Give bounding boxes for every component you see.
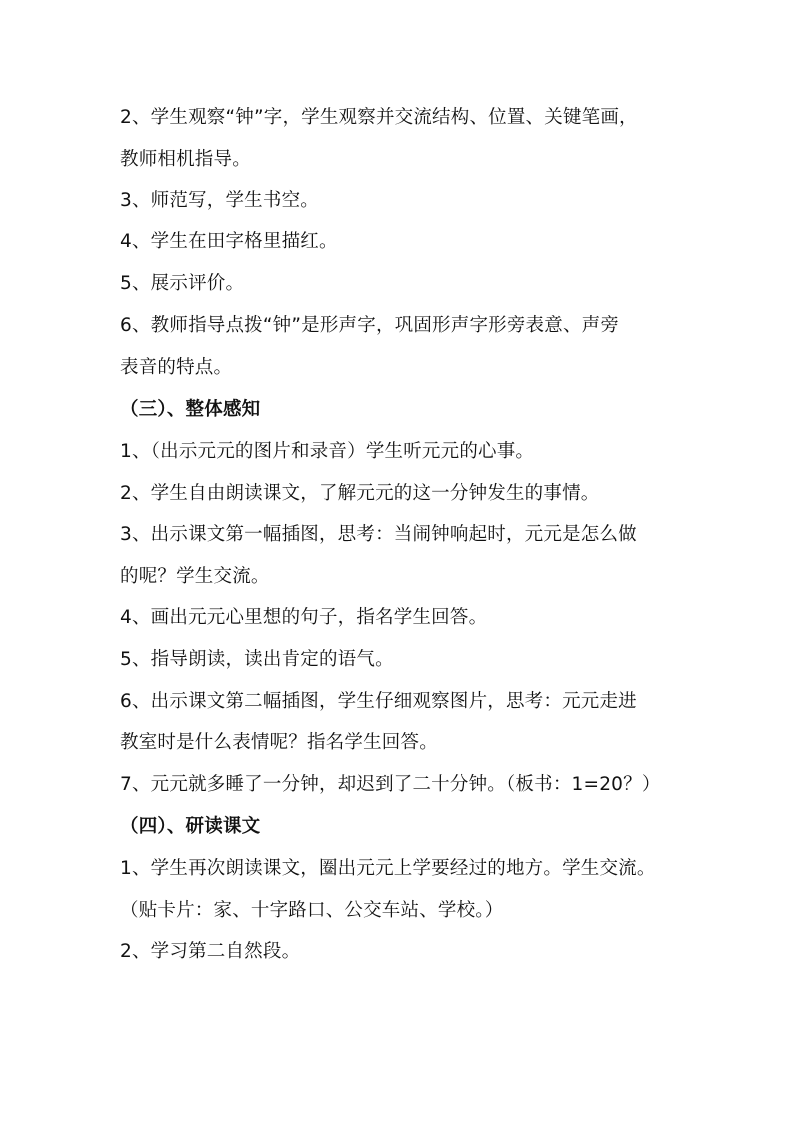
section-heading: （四）、研读课文 — [120, 816, 261, 837]
paragraph-line: 2、学生自由朗读课文，了解元元的这一分钟发生的事情。 — [120, 483, 600, 504]
paragraph-line: 表音的特点。 — [120, 357, 233, 378]
paragraph-line: 教师相机指导。 — [120, 149, 251, 170]
paragraph-line: 7、元元就多睡了一分钟，却迟到了二十分钟。（板书：1=20？） — [120, 774, 661, 795]
paragraph-line: 教室时是什么表情呢？指名学生回答。 — [120, 732, 438, 753]
paragraph-line: 2、学习第二自然段。 — [120, 941, 301, 962]
paragraph-line: 6、出示课文第二幅插图，学生仔细观察图片，思考：元元走进 — [120, 691, 637, 712]
paragraph-line: 1、（出示元元的图片和录音）学生听元元的心事。 — [120, 441, 535, 462]
paragraph-line: 的呢？学生交流。 — [120, 566, 270, 587]
paragraph-line: 3、师范写，学生书空。 — [120, 190, 319, 211]
paragraph-line: 1、学生再次朗读课文，圈出元元上学要经过的地方。学生交流。 — [120, 858, 656, 879]
section-heading: （三）、整体感知 — [120, 399, 261, 420]
paragraph-line: 5、指导朗读，读出肯定的语气。 — [120, 649, 394, 670]
paragraph-line: 6、教师指导点拨“钟”是形声字，巩固形声字形旁表意、声旁 — [120, 315, 620, 336]
paragraph-line: 3、出示课文第一幅插图，思考：当闹钟响起时，元元是怎么做 — [120, 524, 637, 545]
paragraph-line: 4、画出元元心里想的句子，指名学生回答。 — [120, 607, 488, 628]
paragraph-line: 2、学生观察“钟”字，学生观察并交流结构、位置、关键笔画， — [120, 107, 638, 128]
paragraph-line: 5、展示评价。 — [120, 273, 245, 294]
paragraph-line: 4、学生在田字格里描红。 — [120, 231, 338, 252]
paragraph-line: （贴卡片：家、十字路口、公交车站、学校。） — [120, 900, 504, 921]
